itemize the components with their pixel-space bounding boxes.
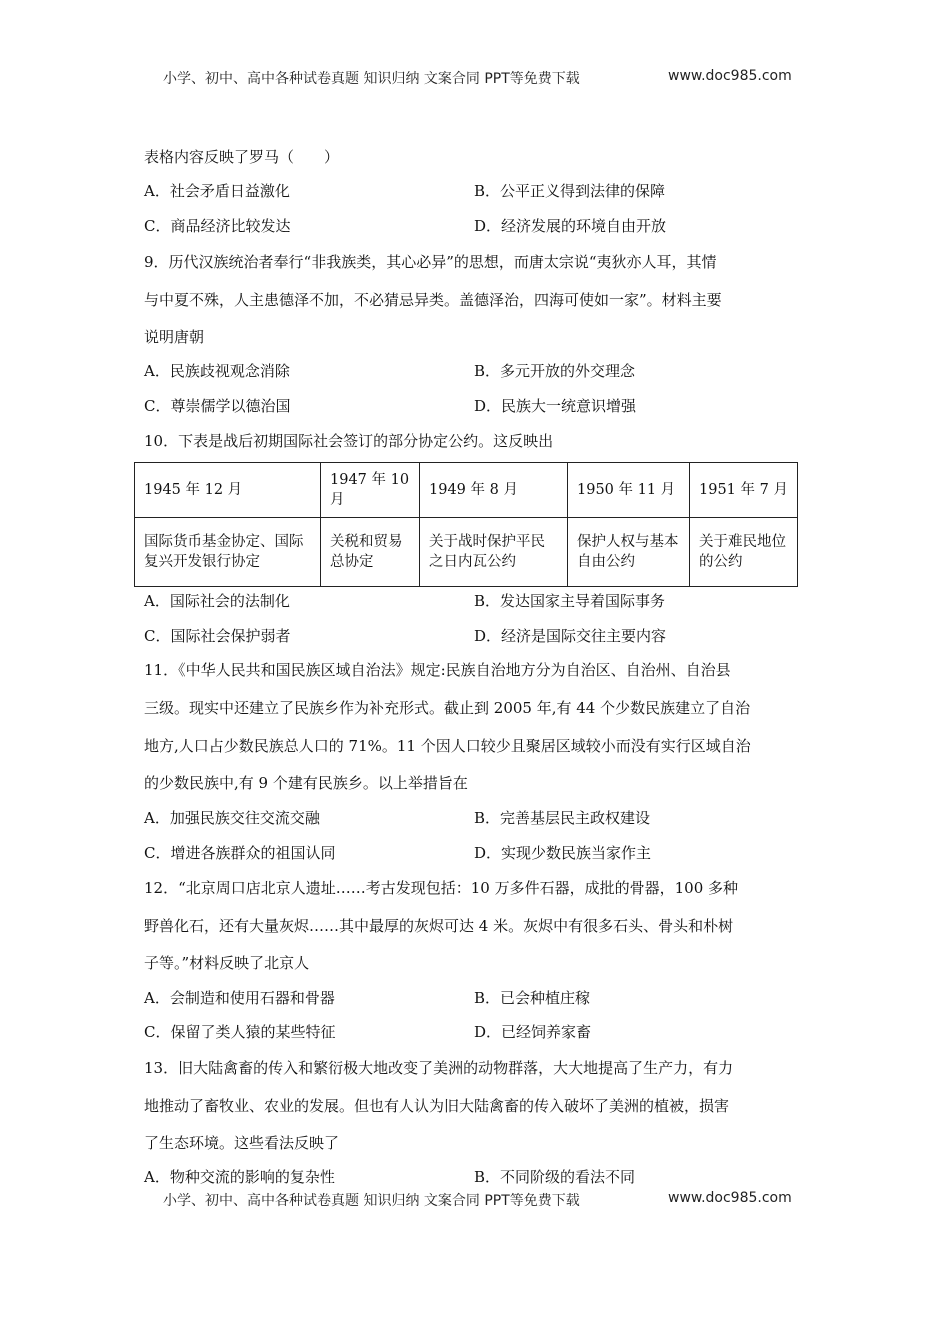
- q8-option-b[interactable]: B．公平正义得到法律的保障: [474, 182, 666, 200]
- q8-option-c[interactable]: C．商品经济比较发达: [144, 217, 291, 235]
- table-treaty-cell: 关于战时保护平民之日内瓦公约: [420, 518, 568, 587]
- table-date-cell: 1951 年 7 月: [690, 463, 798, 518]
- q9-option-d[interactable]: D．民族大一统意识增强: [474, 397, 637, 415]
- q9-option-b[interactable]: B．多元开放的外交理念: [474, 362, 636, 380]
- q10-option-d[interactable]: D．经济是国际交往主要内容: [474, 627, 667, 645]
- q12-option-a[interactable]: A．会制造和使用石器和骨器: [144, 989, 335, 1007]
- table-treaty-cell: 关税和贸易总协定: [321, 518, 420, 587]
- table-row: [135, 518, 798, 587]
- q12-text-line: 野兽化石，还有大量灰烬……其中最厚的灰烬可达 4 米。灰烬中有很多石头、骨头和朴树: [144, 917, 734, 935]
- header-text: 小学、初中、高中各种试卷真题 知识归纳 文案合同 PPT等免费下载: [163, 71, 580, 87]
- q13-text-line: 地推动了畜牧业、农业的发展。但也有人认为旧大陆禽畜的传入破坏了美洲的植被，损害: [144, 1097, 730, 1115]
- q9-text-line: 与中夏不殊，人主患德泽不加，不必猜忌异类。盖德泽治，四海可使如一家”。材料主要: [144, 291, 722, 309]
- table-date-cell: 1949 年 8 月: [420, 463, 568, 518]
- treaty-table: [134, 462, 798, 587]
- q12-option-b[interactable]: B．已会种植庄稼: [474, 989, 591, 1007]
- q8-option-d[interactable]: D．经济发展的环境自由开放: [474, 217, 667, 235]
- table-date-cell: 1947 年 10 月: [321, 463, 420, 518]
- table-treaty-cell: 保护人权与基本自由公约: [568, 518, 690, 587]
- q13-text-line: 13．旧大陆禽畜的传入和繁衍极大地改变了美洲的动物群落，大大地提高了生产力，有力: [144, 1059, 734, 1077]
- q11-text-line: 地方,人口占少数民族总人口的 71%。11 个因人口较少且聚居区域较小而没有实行区域自治: [144, 737, 751, 755]
- table-date-cell: 1945 年 12 月: [135, 463, 321, 518]
- q10-option-b[interactable]: B．发达国家主导着国际事务: [474, 592, 666, 610]
- q12-option-c[interactable]: C．保留了类人猿的某些特征: [144, 1023, 336, 1041]
- header-url[interactable]: www.doc985.com: [668, 68, 792, 84]
- q13-text-line: 了生态环境。这些看法反映了: [144, 1134, 340, 1152]
- q9-option-a[interactable]: A．民族歧视观念消除: [144, 362, 290, 380]
- footer-text: 小学、初中、高中各种试卷真题 知识归纳 文案合同 PPT等免费下载: [163, 1193, 580, 1209]
- q11-text-line: 的少数民族中,有 9 个建有民族乡。以上举措旨在: [144, 774, 468, 792]
- q11-option-a[interactable]: A．加强民族交往交流交融: [144, 809, 320, 827]
- q8-option-a[interactable]: A．社会矛盾日益激化: [144, 182, 290, 200]
- q9-text-line: 说明唐朝: [144, 328, 205, 346]
- q11-text-line: 三级。现实中还建立了民族乡作为补充形式。截止到 2005 年,有 44 个少数民族建立了自治: [144, 699, 751, 717]
- q11-option-b[interactable]: B．完善基层民主政权建设: [474, 809, 651, 827]
- table-date-cell: 1950 年 11 月: [568, 463, 690, 518]
- table-row: [135, 463, 798, 518]
- q12-option-d[interactable]: D．已经饲养家畜: [474, 1023, 592, 1041]
- q11-text-line: 11．《中华人民共和国民族区域自治法》规定:民族自治地方分为自治区、自治州、自治县: [144, 661, 731, 679]
- table-treaty-cell: 国际货币基金协定、国际复兴开发银行协定: [135, 518, 321, 587]
- q12-text-line: 子等。”材料反映了北京人: [144, 954, 310, 972]
- q8-stem: 表格内容反映了罗马（ ）: [144, 148, 340, 166]
- q13-option-b[interactable]: B．不同阶级的看法不同: [474, 1168, 636, 1186]
- q11-option-d[interactable]: D．实现少数民族当家作主: [474, 844, 652, 862]
- q10-option-a[interactable]: A．国际社会的法制化: [144, 592, 290, 610]
- q9-text-line: 9．历代汉族统治者奉行“非我族类，其心必异”的思想，而唐太宗说“夷狄亦人耳，其情: [144, 253, 717, 271]
- q10-option-c[interactable]: C．国际社会保护弱者: [144, 627, 291, 645]
- q10-stem: 10．下表是战后初期国际社会签订的部分协定公约。这反映出: [144, 432, 554, 450]
- q13-option-a[interactable]: A．物种交流的影响的复杂性: [144, 1168, 335, 1186]
- table-treaty-cell: 关于难民地位的公约: [690, 518, 798, 587]
- footer-url[interactable]: www.doc985.com: [668, 1190, 792, 1206]
- q11-option-c[interactable]: C．增进各族群众的祖国认同: [144, 844, 336, 862]
- q9-option-c[interactable]: C．尊崇儒学以德治国: [144, 397, 291, 415]
- q12-text-line: 12．“北京周口店北京人遗址……考古发现包括：10 万多件石器，成批的骨器，100 多种: [144, 879, 739, 897]
